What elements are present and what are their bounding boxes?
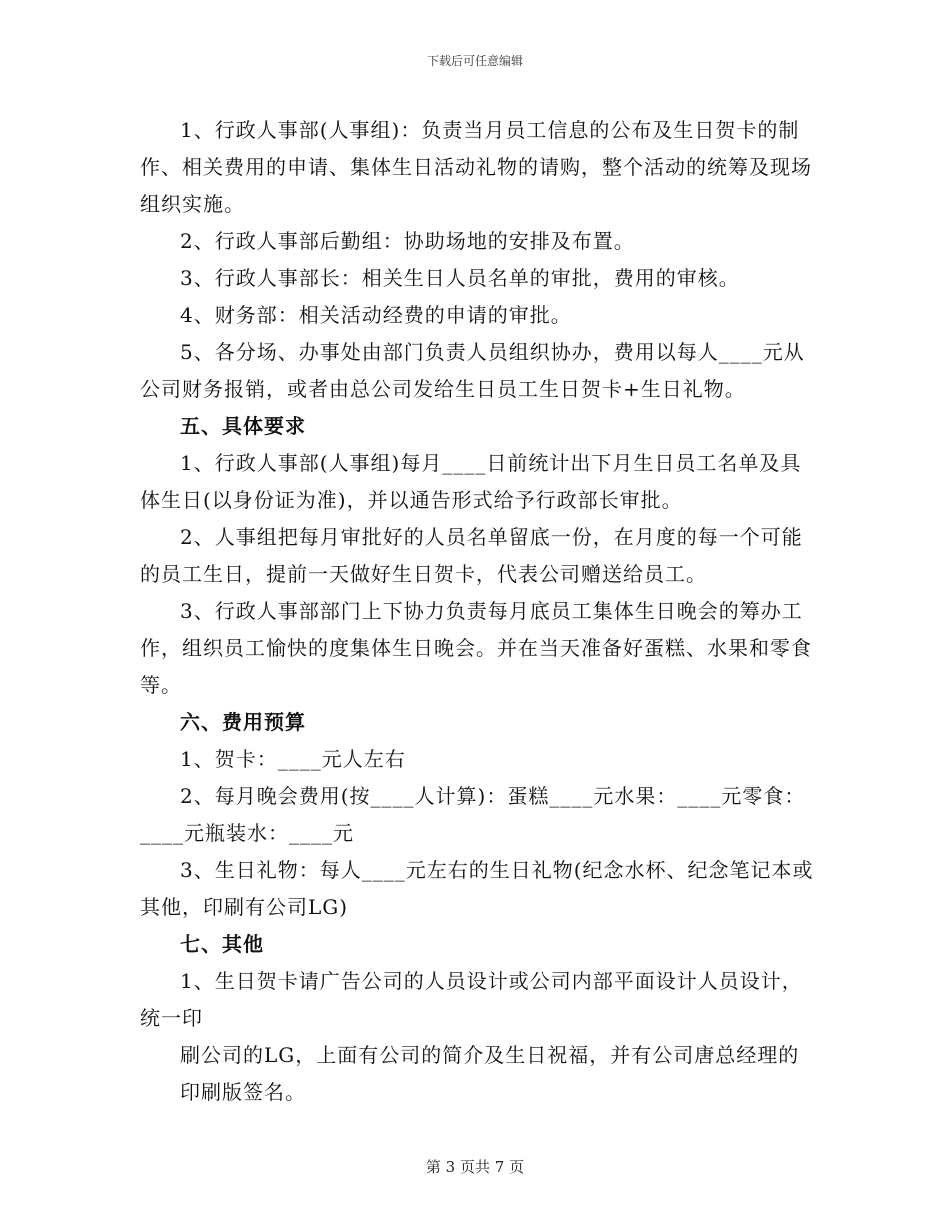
paragraph-budget-2: 2、每月晚会费用(按____人计算)：蛋糕____元水果：____元零食：____元瓶装水：____元	[140, 784, 806, 845]
paragraph-other-2: 刷公司的LG，上面有公司的简介及生日祝福，并有公司唐总经理的印刷版签名。	[180, 1043, 800, 1104]
page-header-note: 下载后可任意编辑	[426, 54, 523, 68]
document-body	[140, 112, 820, 1111]
paragraph-requirement-3: 3、行政人事部部门上下协力负责每月底员工集体生日晚会的筹办工作，组织员工愉快的度集体生日晚会。并在当天准备好蛋糕、水果和零食等。	[140, 599, 812, 697]
section-heading-other: 七、其他	[180, 932, 264, 956]
paragraph-duty-hr-group: 1、行政人事部(人事组)：负责当月员工信息的公布及生日贺卡的制作、相关费用的申请、集体生日活动礼物的请购，整个活动的统筹及现场组织实施。	[140, 118, 812, 216]
paragraph-other-1-continued: 统一印	[140, 1006, 203, 1030]
section-heading-budget: 六、费用预算	[180, 710, 306, 734]
paragraph-duty-hr-head: 3、行政人事部长：相关生日人员名单的审批，费用的审核。	[180, 266, 740, 290]
paragraph-duty-finance: 4、财务部：相关活动经费的申请的审批。	[180, 303, 572, 327]
paragraph-duty-logistics: 2、行政人事部后勤组：协助场地的安排及布置。	[180, 229, 635, 253]
paragraph-budget-1: 1、贺卡：____元人左右	[180, 747, 406, 771]
paragraph-requirement-1: 1、行政人事部(人事组)每月____日前统计出下月生日员工名单及具体生日(以身份证为准)，并以通告形式给予行政部长审批。	[140, 451, 802, 512]
paragraph-budget-3: 3、生日礼物：每人____元左右的生日礼物(纪念水杯、纪念笔记本或其他，印刷有公司LG)	[140, 858, 814, 919]
section-heading-requirements: 五、具体要求	[180, 414, 306, 438]
paragraph-duty-branches: 5、各分场、办事处由部门负责人员组织协办，费用以每人____元从公司财务报销，或者由总公司发给生日员工生日贺卡+生日礼物。	[140, 340, 805, 401]
page-number-footer: 第 3 页共 7 页	[425, 1158, 525, 1176]
paragraph-other-1: 1、生日贺卡请广告公司的人员设计或公司内部平面设计人员设计，	[180, 969, 803, 993]
paragraph-requirement-2: 2、人事组把每月审批好的人员名单留底一份，在月度的每一个可能的员工生日，提前一天做好生日贺卡，代表公司赠送给员工。	[140, 525, 803, 586]
